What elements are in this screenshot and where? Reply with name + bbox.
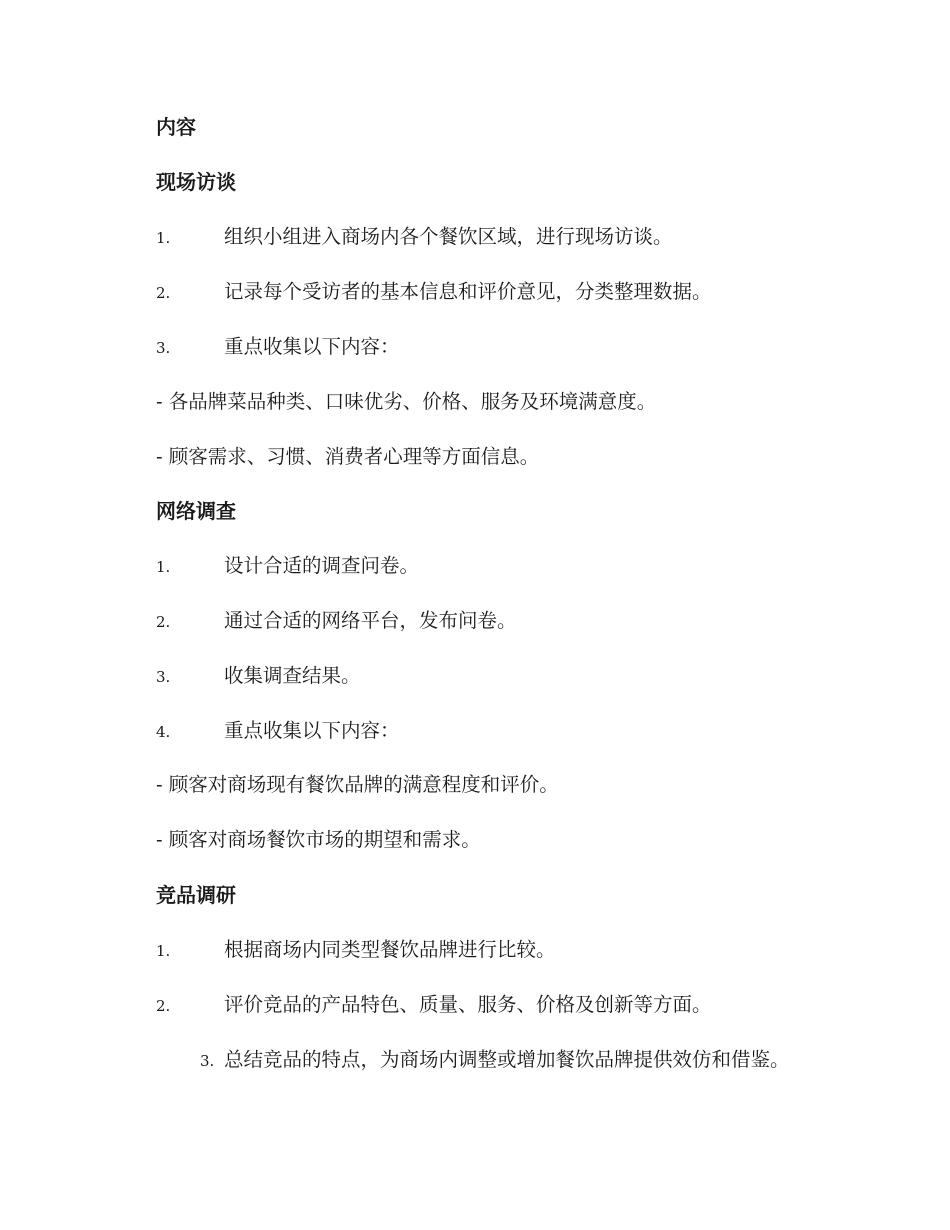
competitor-heading: 竞品调研	[156, 883, 236, 907]
list-item-text: 总结竞品的特点，为商场内调整或增加餐饮品牌提供效仿和借鉴。	[224, 1048, 790, 1071]
interview-heading: 现场访谈	[156, 170, 236, 194]
list-item-number: 1.	[156, 942, 171, 960]
list-item	[156, 224, 673, 251]
bullet-line: - 顾客对商场现有餐饮品牌的满意程度和评价。	[156, 773, 559, 796]
list-item	[156, 718, 400, 745]
list-item-number: 4.	[156, 723, 171, 741]
list-item-number: 1.	[156, 558, 171, 576]
list-item	[156, 608, 517, 635]
online-heading: 网络调查	[156, 499, 236, 523]
list-item-number: 3.	[156, 339, 171, 357]
list-item-text: 根据商场内同类型餐饮品牌进行比较。	[224, 938, 556, 961]
bullet-line: - 顾客需求、习惯、消费者心理等方面信息。	[156, 445, 540, 468]
list-item	[156, 553, 419, 580]
list-item-text: 重点收集以下内容：	[224, 719, 400, 742]
list-item	[156, 279, 712, 306]
list-item-number: 2.	[156, 997, 171, 1015]
list-item-text: 重点收集以下内容：	[224, 335, 400, 358]
list-item-text: 设计合适的调查问卷。	[224, 554, 420, 577]
list-item	[156, 937, 556, 964]
content-heading: 内容	[156, 115, 196, 139]
bullet-line: - 顾客对商场餐饮市场的期望和需求。	[156, 828, 481, 851]
list-item-text: 组织小组进入商场内各个餐饮区域，进行现场访谈。	[224, 225, 673, 248]
list-item	[156, 663, 361, 690]
list-item-text: 记录每个受访者的基本信息和评价意见，分类整理数据。	[224, 280, 712, 303]
list-item-number: 1.	[156, 229, 171, 247]
list-item-text: 收集调查结果。	[224, 664, 361, 687]
list-item-number: 2.	[156, 613, 171, 631]
bullet-line: - 各品牌菜品种类、口味优劣、价格、服务及环境满意度。	[156, 390, 657, 413]
list-item	[156, 334, 400, 361]
list-item-number: 2.	[156, 284, 171, 302]
list-item-number: 3.	[200, 1052, 215, 1070]
list-item-text: 评价竞品的产品特色、质量、服务、价格及创新等方面。	[224, 993, 712, 1016]
list-item-wrapped	[112, 1040, 832, 1081]
list-item-text: 通过合适的网络平台，发布问卷。	[224, 609, 517, 632]
list-item	[156, 992, 712, 1019]
list-item-number: 3.	[156, 668, 171, 686]
